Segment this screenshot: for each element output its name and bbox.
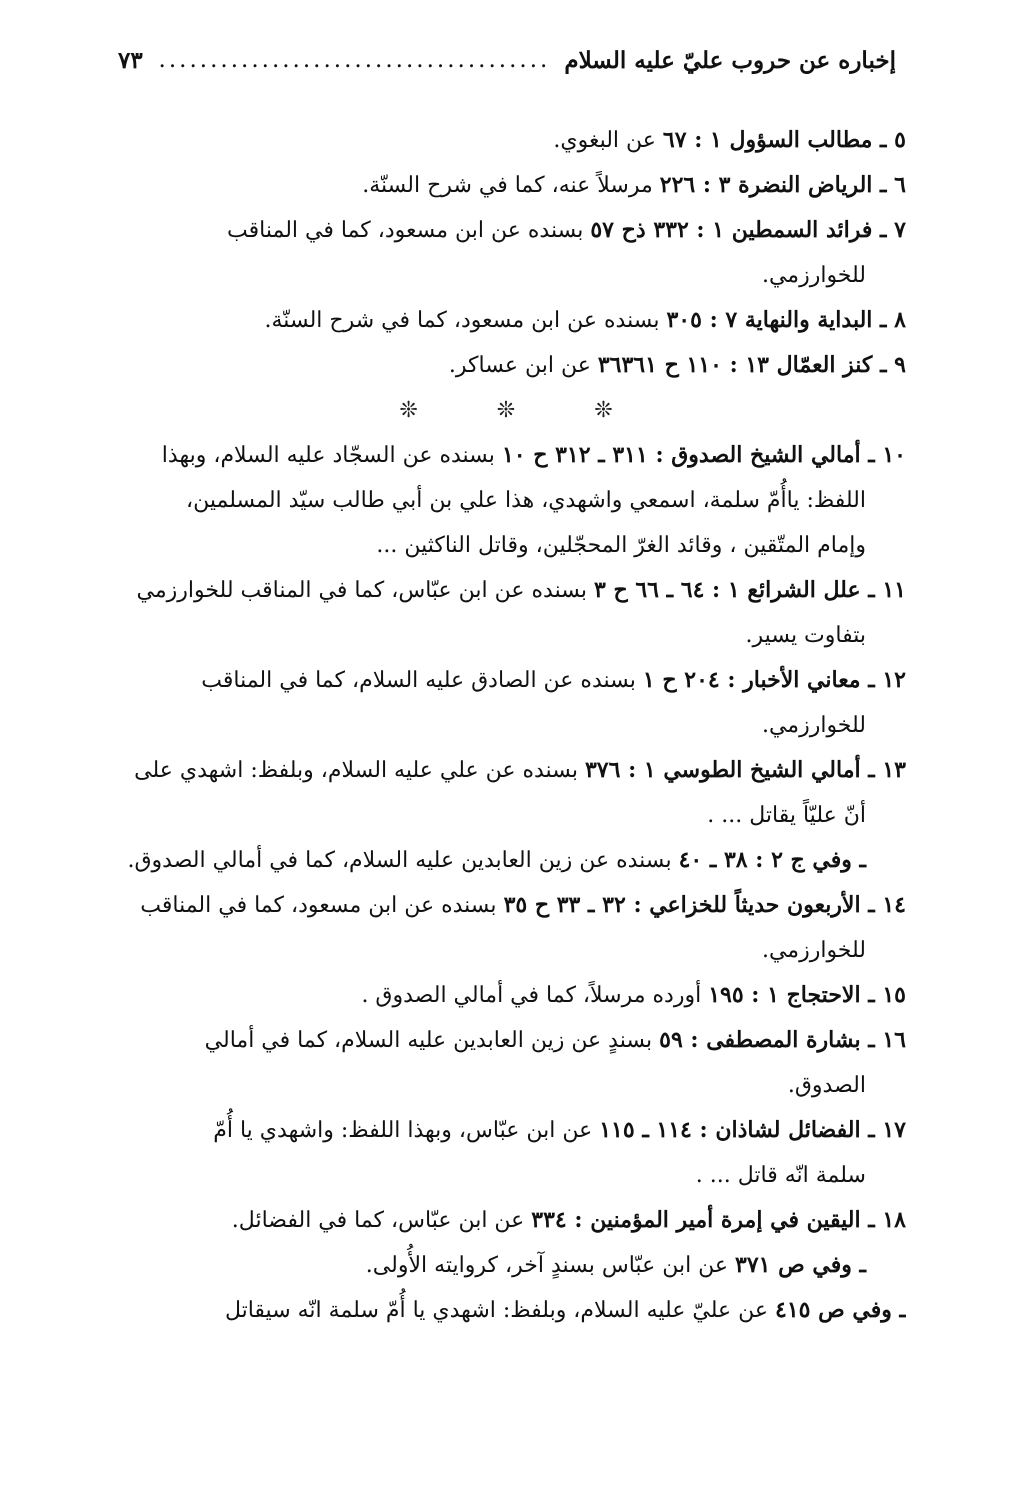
reference-entry-16 xyxy=(106,1018,906,1108)
source-citation: ١١ ـ علل الشرائع ١ : ٦٤ ـ ٦٦ ح ٣ xyxy=(593,577,906,603)
entry-text: عن ابن عبّاس بسندٍ آخر، كروايته الأُولى. xyxy=(365,1253,729,1278)
entry-continuation: بتفاوت يسير. xyxy=(745,623,866,648)
source-citation: ـ وفي ص ٣٧١ xyxy=(735,1252,866,1278)
entry-text: بسنده عن ابن مسعود، كما في المناقب xyxy=(140,893,497,918)
entry-text: بسنده عن ابن عبّاس، كما في المناقب للخوارزمي xyxy=(136,578,587,603)
entry-text: بسنده عن الصادق عليه السلام، كما في المناقب xyxy=(201,668,636,693)
reference-entry-9 xyxy=(106,343,906,388)
source-citation: ٨ ـ البداية والنهاية ٧ : ٣٠٥ xyxy=(666,307,906,333)
source-citation: ١٥ ـ الاحتجاج ١ : ١٩٥ xyxy=(708,982,906,1008)
entry-text: عن ابن عبّاس، كما في الفضائل. xyxy=(231,1208,525,1233)
page-number: ٧٣ xyxy=(118,46,143,74)
reference-entry-7 xyxy=(106,208,906,298)
reference-entry-12 xyxy=(106,658,906,748)
reference-subentry xyxy=(106,1288,906,1333)
entry-text: بسنده عن ابن مسعود، كما في المناقب xyxy=(227,218,584,243)
entry-continuation: وإمام المتّقين ، وقائد الغرّ المحجّلين، وقاتل الناكثين ... xyxy=(376,533,866,558)
entry-text: أورده مرسلاً، كما في أمالي الصدوق . xyxy=(361,983,702,1008)
reference-entry-5 xyxy=(106,118,906,163)
reference-entry-15 xyxy=(106,973,906,1018)
source-citation: ١٣ ـ أمالي الشيخ الطوسي ١ : ٣٧٦ xyxy=(584,757,906,783)
entry-continuation: سلمة انّه قاتل ... . xyxy=(695,1163,866,1188)
references-list xyxy=(106,118,906,1333)
source-citation: ١٨ ـ اليقين في إمرة أمير المؤمنين : ٣٣٤ xyxy=(531,1207,906,1233)
entry-text: بسنده عن السجّاد عليه السلام، وبهذا xyxy=(161,443,495,468)
reference-entry-13 xyxy=(106,748,906,838)
entry-continuation: اللفظ: ياأُمّ سلمة، اسمعي واشهدي، هذا علي بن أبي طالب سيّد المسلمين، xyxy=(186,488,866,513)
leader-dots xyxy=(157,47,551,73)
reference-entry-6 xyxy=(106,163,906,208)
chapter-title: إخباره عن حروب عليّ عليه السلام xyxy=(564,46,896,74)
source-citation: ١٤ ـ الأربعون حديثاً للخزاعي : ٣٢ ـ ٣٣ ح ٣٥ xyxy=(503,892,906,918)
entry-text: عن البغوي. xyxy=(553,128,656,153)
source-citation: ـ وفي ج ٢ : ٣٨ ـ ٤٠ xyxy=(678,847,866,873)
reference-entry-11 xyxy=(106,568,906,658)
entry-text: بسنده عن ابن مسعود، كما في شرح السنّة. xyxy=(264,308,660,333)
entry-continuation: للخوارزمي. xyxy=(761,938,866,963)
source-citation: ٩ ـ كنز العمّال ١٣ : ١١٠ ح ٣٦٣٦١ xyxy=(597,352,906,378)
reference-entry-17 xyxy=(106,1108,906,1198)
source-citation: ـ وفي ص ٤١٥ xyxy=(775,1297,906,1323)
entry-text: عن ابن عساكر. xyxy=(448,353,591,378)
source-citation: ١٠ ـ أمالي الشيخ الصدوق : ٣١١ ـ ٣١٢ ح ١٠ xyxy=(501,442,906,468)
reference-subentry xyxy=(106,1243,906,1288)
source-citation: ١٦ ـ بشارة المصطفى : ٥٩ xyxy=(659,1027,906,1053)
entry-text: بسنده عن علي عليه السلام، وبلفظ: اشهدي على xyxy=(134,758,578,783)
entry-text: مرسلاً عنه، كما في شرح السنّة. xyxy=(362,173,653,198)
source-citation: ٥ ـ مطالب السؤول ١ : ٦٧ xyxy=(662,127,906,153)
section-separator: ❊ ❊ ❊ xyxy=(399,398,649,423)
entry-text: عن ابن عبّاس، وبهذا اللفظ: واشهدي يا أُمّ xyxy=(213,1118,593,1143)
entry-text: بسنده عن زين العابدين عليه السلام، كما في أمالي الصدوق. xyxy=(127,848,672,873)
running-header xyxy=(118,40,896,80)
entry-continuation: للخوارزمي. xyxy=(761,263,866,288)
entry-text: بسندٍ عن زين العابدين عليه السلام، كما في أمالي xyxy=(204,1028,653,1053)
reference-entry-10 xyxy=(106,433,906,568)
reference-subentry xyxy=(106,838,906,883)
reference-entry-14 xyxy=(106,883,906,973)
entry-continuation: للخوارزمي. xyxy=(761,713,866,738)
reference-entry-18 xyxy=(106,1198,906,1243)
entry-continuation: الصدوق. xyxy=(787,1073,866,1098)
entry-continuation: أنّ عليّاً يقاتل ... . xyxy=(707,803,866,828)
source-citation: ٧ ـ فرائد السمطين ١ : ٣٣٢ ذح ٥٧ xyxy=(590,217,906,243)
source-citation: ١٧ ـ الفضائل لشاذان : ١١٤ ـ ١١٥ xyxy=(599,1117,906,1143)
reference-entry-8 xyxy=(106,298,906,343)
entry-text: عن عليّ عليه السلام، وبلفظ: اشهدي يا أُمّ سلمة انّه سيقاتل xyxy=(224,1298,769,1323)
source-citation: ١٢ ـ معاني الأخبار : ٢٠٤ ح ١ xyxy=(642,667,906,693)
source-citation: ٦ ـ الرياض النضرة ٣ : ٢٢٦ xyxy=(659,172,906,198)
